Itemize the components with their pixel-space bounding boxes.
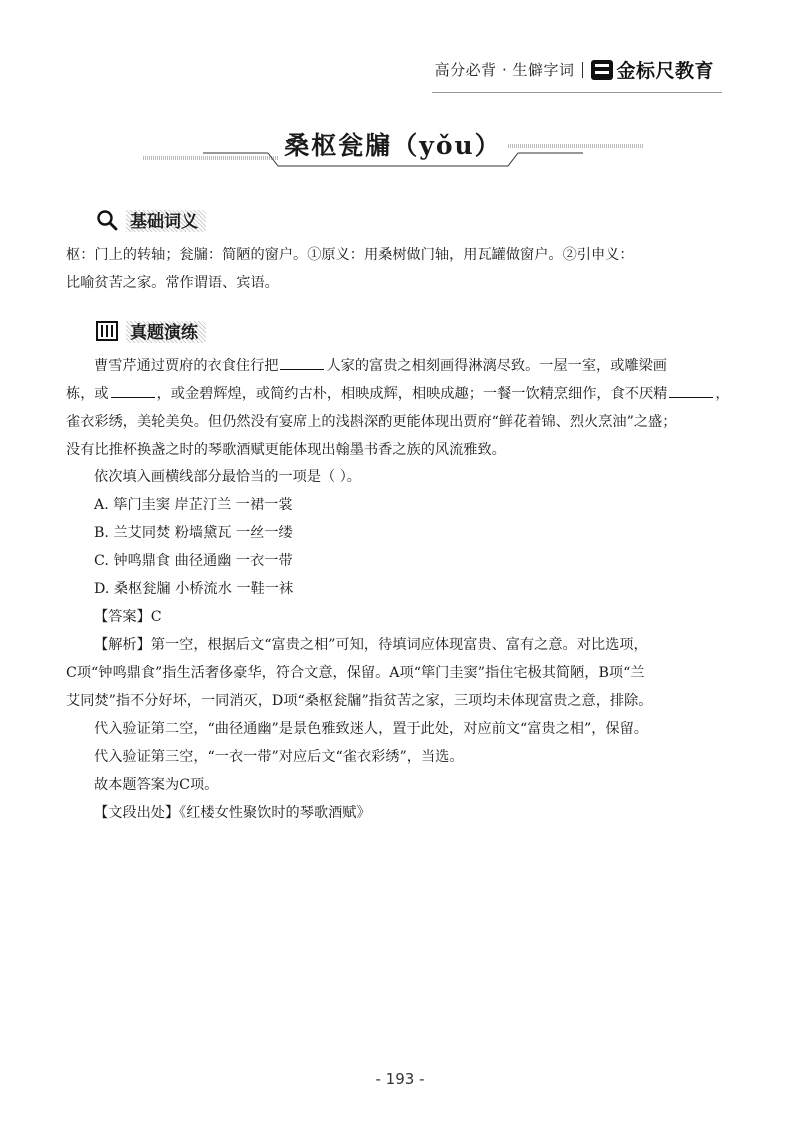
analysis-line-1: 【解析】第一空，根据后文“富贵之相”可知，待填词应体现富贵、富有之意。对比选项，: [94, 637, 648, 653]
passage-line-1: [94, 355, 667, 375]
equalizer-icon: [96, 321, 118, 341]
page-header: [435, 56, 714, 83]
passage-text: 曹雪芹通过贾府的衣食住行把: [94, 358, 279, 374]
passage-line-4: 没有比推杯换盏之时的琴歌酒赋更能体现出翰墨书香之族的风流雅致。: [66, 442, 506, 458]
source-line: 【文段出处】《红楼女性聚饮时的琴歌酒赋》: [94, 805, 371, 821]
magnifier-icon: [96, 209, 118, 231]
page-number: - 193 -: [375, 1070, 425, 1088]
fill-blank-2: [111, 383, 155, 398]
header-tagline: 高分必背 · 生僻字词: [434, 61, 575, 79]
fill-blank-3: [669, 383, 713, 398]
section-basic-meaning: [96, 207, 200, 232]
brand-icon: [591, 60, 613, 80]
option-c: C. 钟鸣鼎食 曲径通幽 一衣一带: [94, 553, 293, 569]
passage-text: ，或金碧辉煌，或简约古朴，相映成辉，相映成趣；一餐一饮精烹细作，食不厌精: [156, 386, 668, 402]
brand-name: 金标尺教育: [616, 60, 714, 82]
passage-line-3: 雀衣彩绣，美轮美奂。但仍然没有宴席上的浅斟深酌更能体现出贾府“鲜花着锦、烈火烹油”之盛；: [66, 414, 677, 430]
option-d: D. 桑枢瓮牖 小桥流水 一鞋一袜: [94, 581, 294, 597]
brand-logo: [591, 56, 714, 83]
analysis-line-3: 艾同焚”指不分好坏，一同消灭，D项“桑枢瓮牖”指贫苦之家，三项均未体现富贵之意，排除。: [66, 693, 653, 709]
option-b: B. 兰艾同焚 粉墙黛瓦 一丝一缕: [94, 525, 293, 541]
section-exam-practice: [96, 318, 200, 343]
analysis-line-4: 代入验证第二空，“曲径通幽”是景色雅致迷人，置于此处，对应前文“富贵之相”，保留。: [94, 721, 648, 737]
option-a: A. 筚门圭窦 岸芷汀兰 一裙一裳: [94, 497, 293, 513]
title-banner: [143, 122, 643, 172]
header-separator: [582, 62, 583, 78]
page-title: 桑枢瓮牖（yǒu）: [284, 131, 502, 160]
analysis-line-2: C项“钟鸣鼎食”指生活奢侈豪华，符合文意，保留。A项“筚门圭窦”指住宅极其简陋，B项“兰: [66, 665, 645, 681]
analysis-line-5: 代入验证第三空，“一衣一带”对应后文“雀衣彩绣”，当选。: [94, 749, 464, 765]
header-divider: [432, 92, 722, 93]
section-heading: 基础词义: [128, 207, 200, 232]
passage-text: 栋，或: [66, 386, 109, 402]
passage-line-2: [66, 383, 730, 403]
passage-text: ，: [715, 386, 730, 402]
definition-line-1: 枢：门上的转轴；瓮牖：简陋的窗户。①原义：用桑树做门轴，用瓦罐做窗户。②引申义：: [66, 247, 634, 263]
fill-blank-1: [280, 355, 324, 370]
definition-line-2: 比喻贫苦之家。常作谓语、宾语。: [66, 275, 279, 291]
analysis-line-6: 故本题答案为C项。: [94, 777, 219, 793]
passage-text: 人家的富贵之相刻画得淋漓尽致。一屋一室，或雕梁画: [326, 358, 667, 374]
section-heading: 真题演练: [128, 318, 200, 343]
answer-line: 【答案】C: [94, 609, 162, 625]
question-stem: 依次填入画横线部分最恰当的一项是（ ）。: [94, 469, 361, 485]
